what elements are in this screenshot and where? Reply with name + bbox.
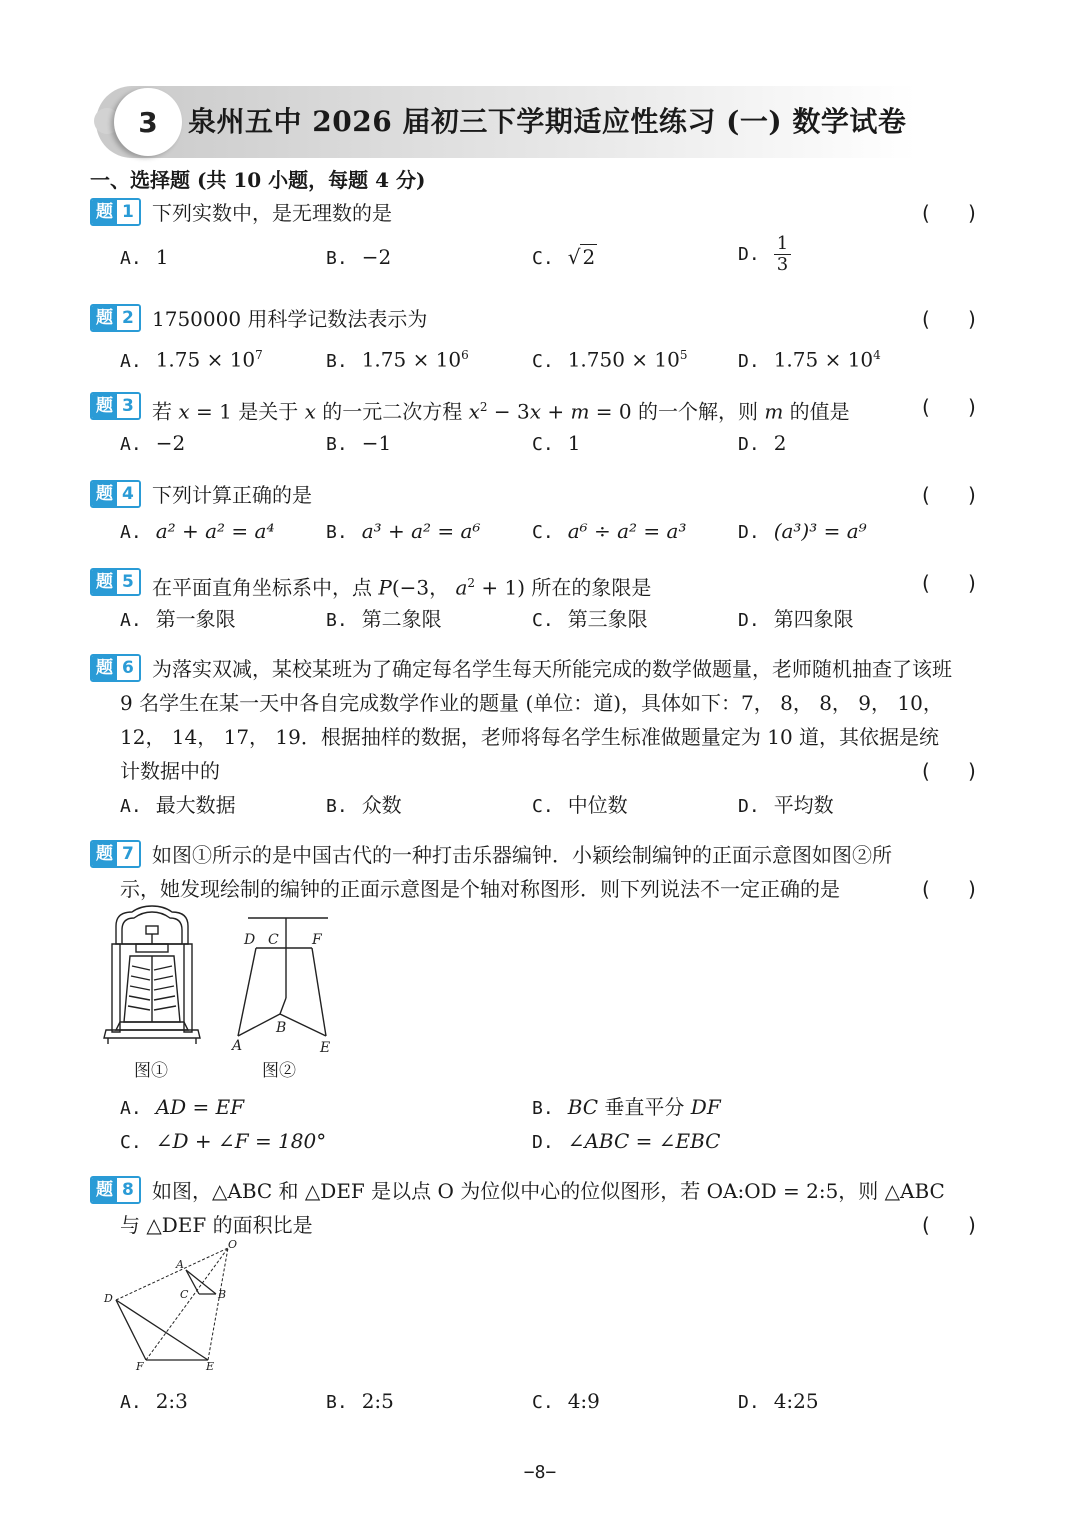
point-label-a: A — [176, 1258, 184, 1271]
option-c: C. $1.750 \times 10^5$ — [532, 347, 688, 372]
option-d: D. ∠ABC = ∠EBC — [532, 1129, 721, 1153]
answer-bracket: ( ) — [922, 483, 976, 507]
point-label-c: C — [268, 932, 279, 948]
question-stem: 下列计算正确的是 — [152, 483, 312, 507]
option-a: A. 第一象限 — [120, 607, 236, 631]
option-d: D. $\frac{1}{3}$ — [738, 234, 791, 275]
answer-bracket: ( ) — [922, 759, 976, 783]
option-a: A. −2 — [120, 431, 186, 455]
option-b: B. 2:5 — [326, 1389, 394, 1413]
answer-bracket: ( ) — [922, 571, 976, 595]
option-d: D. $1.75 \times 10^4$ — [738, 347, 881, 372]
question-badge: 题 3 — [90, 392, 141, 420]
option-a: A. 1 — [120, 245, 169, 269]
option-c: C. a⁶ ÷ a² = a³ — [532, 519, 687, 543]
question-badge: 题 1 — [90, 198, 141, 226]
point-label-b: B — [276, 1020, 287, 1036]
point-label-o: O — [228, 1240, 238, 1251]
point-label-e: E — [320, 1040, 331, 1056]
option-a: A. a² + a² = a⁴ — [120, 519, 275, 543]
answer-bracket: ( ) — [922, 1213, 976, 1237]
question-badge: 题 2 — [90, 304, 141, 332]
question-stem: 下列实数中，是无理数的是 — [152, 201, 392, 225]
question-stem: 若 x = 1 是关于 x 的一元二次方程 $x^2 - 3x + m = 0$ 的一个解，则 m 的值是 — [152, 399, 850, 424]
question-badge: 题 8 — [90, 1176, 141, 1204]
homothety-figure — [100, 1240, 248, 1372]
option-c: C. ∠D + ∠F = 180° — [120, 1129, 327, 1153]
point-label-f: F — [136, 1360, 144, 1372]
figure-caption-2: 图② — [262, 1061, 296, 1081]
point-label-d: D — [244, 932, 256, 948]
bell-figure — [100, 904, 204, 1046]
figure-caption-1: 图① — [134, 1061, 168, 1081]
section-title: 一、选择题 (共 10 小题，每题 4 分) — [90, 168, 426, 192]
question-stem: 在平面直角坐标系中，点 P(−3， $a^2 + 1$) 所在的象限是 — [152, 575, 652, 600]
option-b: B. BC 垂直平分 DF — [532, 1095, 721, 1119]
option-b: B. −1 — [326, 431, 392, 455]
question-8 — [90, 1176, 990, 1246]
question-stem-line-2: 与 △DEF 的面积比是 — [120, 1213, 313, 1237]
point-label-d: D — [104, 1292, 113, 1305]
option-d: D. 4:25 — [738, 1389, 819, 1413]
bell-schematic-figure — [228, 910, 348, 1058]
option-a: A. AD = EF — [120, 1095, 245, 1119]
answer-bracket: ( ) — [922, 201, 976, 225]
question-badge: 题 5 — [90, 568, 141, 596]
question-badge: 题 6 — [90, 654, 141, 682]
page-number: −8− — [523, 1462, 557, 1483]
point-label-e: E — [206, 1360, 215, 1372]
option-a: A. 最大数据 — [120, 793, 236, 817]
option-c: C. 4:9 — [532, 1389, 600, 1413]
answer-bracket: ( ) — [922, 877, 976, 901]
question-6 — [90, 654, 990, 790]
option-a: A. 2:3 — [120, 1389, 188, 1413]
option-b: B. 众数 — [326, 793, 402, 817]
question-stem: 为落实双减，某校某班为了确定每名学生每天所能完成的数学做题量，老师随机抽查了该班 9 名学生在某一天中各自完成数学作业的题量 (单位：道)，具体如下：7， 8， 8， 9， 10， 12， 14， 17， 19．根据抽样的数据，老师将每名学生标准做题量定为 10 道，其依据是统计数据中的 — [120, 657, 952, 783]
point-label-c: C — [180, 1288, 189, 1301]
question-stem-line-1: 如图，△ABC 和 △DEF 是以点 O 为位似中心的位似图形，若 OA:OD = 2:5，则 △ABC — [152, 1179, 945, 1203]
question-stem: 如图①所示的是中国古代的一种打击乐器编钟．小颖绘制编钟的正面示意图如图②所示，她发现绘制的编钟的正面示意图是个轴对称图形．则下列说法不一定正确的是 — [120, 843, 892, 901]
answer-bracket: ( ) — [922, 307, 976, 331]
page-title: 泉州五中 2026 届初三下学期适应性练习 (一) 数学试卷 — [188, 105, 907, 138]
option-c: C. 1 — [532, 431, 581, 455]
option-b: B. $1.75 \times 10^6$ — [326, 347, 469, 372]
point-label-b: B — [218, 1288, 227, 1301]
option-d: D. 第四象限 — [738, 607, 854, 631]
option-c: C. 中位数 — [532, 793, 628, 817]
option-c: C. √ 2 — [532, 245, 596, 269]
option-d: D. 平均数 — [738, 793, 834, 817]
option-a: A. $1.75 \times 10^7$ — [120, 347, 263, 372]
answer-bracket: ( ) — [922, 395, 976, 419]
option-b: B. −2 — [326, 245, 392, 269]
option-b: B. a³ + a² = a⁶ — [326, 519, 481, 543]
option-d: D. 2 — [738, 431, 787, 455]
point-label-a: A — [232, 1038, 243, 1054]
option-c: C. 第三象限 — [532, 607, 648, 631]
header-number: 3 — [114, 88, 182, 156]
option-b: B. 第二象限 — [326, 607, 442, 631]
question-7 — [90, 840, 990, 910]
option-d: D. (a³)³ = a⁹ — [738, 519, 867, 543]
question-badge: 题 7 — [90, 840, 141, 868]
question-badge: 题 4 — [90, 480, 141, 508]
question-stem: 1750000 用科学记数法表示为 — [152, 307, 428, 331]
point-label-f: F — [312, 932, 322, 948]
